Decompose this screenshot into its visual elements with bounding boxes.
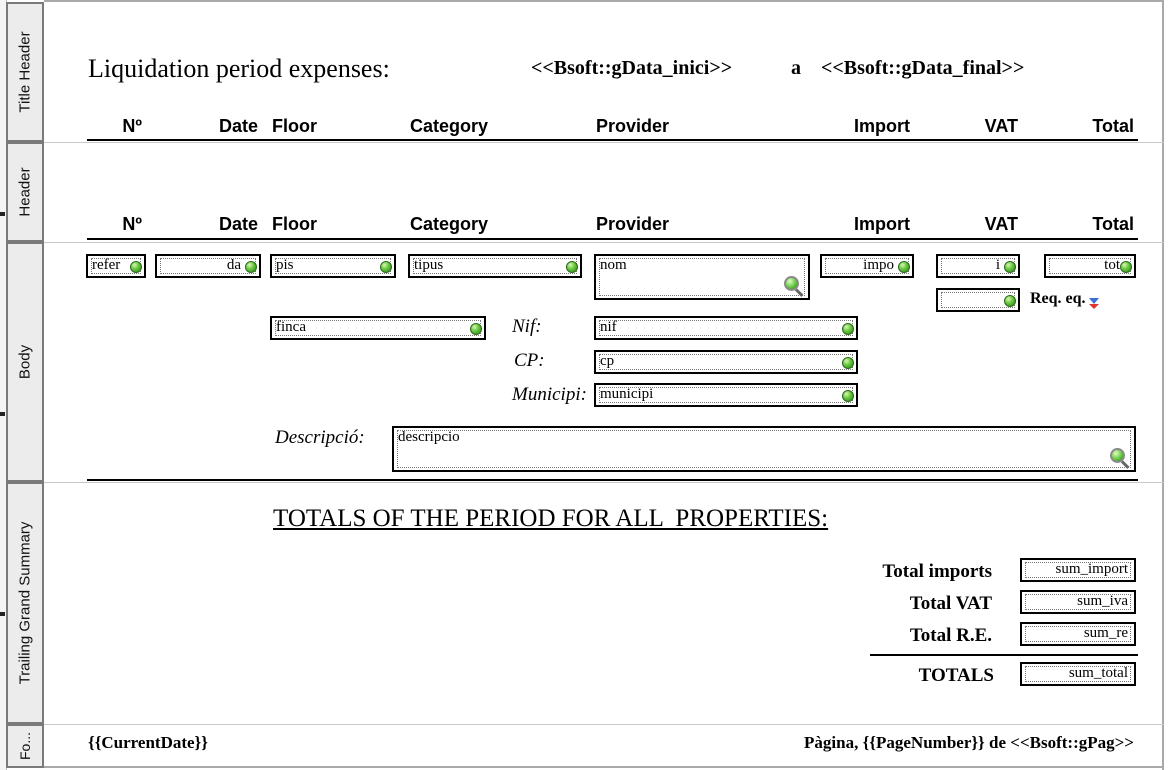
field-tipus[interactable] [408, 254, 582, 278]
field-text: sum_iva [1077, 593, 1128, 609]
field-sum-total[interactable] [1020, 662, 1136, 686]
field-sum-iva[interactable] [1020, 590, 1136, 614]
part-title-header[interactable] [6, 2, 44, 142]
field-indicator-icon [1120, 261, 1132, 273]
part-body[interactable] [6, 242, 44, 482]
part-separator [44, 142, 1164, 143]
field-text: tot [1104, 257, 1120, 273]
field-text: sum_total [1068, 665, 1128, 681]
col-header-total: Total [1092, 214, 1134, 234]
field-indicator-icon [842, 390, 854, 402]
label-cp: CP: [514, 350, 545, 371]
label-totals: TOTALS [918, 665, 994, 686]
field-text: impo [863, 257, 894, 273]
footer-current-date[interactable]: {{CurrentDate}} [88, 733, 208, 752]
col-header-provider: Provider [596, 116, 670, 136]
field-nom[interactable] [594, 254, 810, 300]
field-finca[interactable] [270, 316, 486, 340]
field-municipi[interactable] [594, 383, 858, 407]
range-separator: a [791, 57, 801, 79]
magnifier-icon [1110, 448, 1130, 468]
col-header-provider: Provider [596, 214, 670, 234]
field-pis[interactable] [270, 254, 396, 278]
field-text: descripcio [398, 429, 460, 445]
field-indicator-icon [842, 323, 854, 335]
footer-page-number[interactable]: Pàgina, {{PageNumber}} de <<Bsoft::gPag>> [804, 733, 1134, 752]
col-header-date: Date [218, 214, 258, 234]
field-descripcio[interactable] [392, 426, 1136, 472]
header-rule [87, 238, 1138, 240]
field-text: municipi [600, 386, 654, 402]
ruler-tick [0, 412, 5, 416]
merge-field-icon [1087, 296, 1101, 310]
part-header[interactable] [6, 142, 44, 242]
part-separator [44, 724, 1164, 725]
ruler-tick [0, 612, 5, 616]
field-text: refer [92, 257, 121, 273]
label-total-re: Total R.E. [909, 625, 992, 646]
field-text: da [226, 257, 241, 273]
field-text: finca [276, 319, 306, 335]
layout-bottom-edge [44, 766, 1164, 768]
field-cp[interactable] [594, 350, 858, 374]
part-label: Header [16, 167, 34, 217]
field-indicator-icon [470, 323, 482, 335]
part-footer[interactable] [6, 724, 44, 768]
label-municipi: Municipi: [512, 384, 587, 405]
part-trailing-grand-summary[interactable] [6, 482, 44, 724]
field-sum-import[interactable] [1020, 558, 1136, 582]
field-iva[interactable] [936, 254, 1020, 278]
range-end-field[interactable]: <<Bsoft::gData_final>> [821, 57, 1025, 79]
field-indicator-icon [380, 261, 392, 273]
col-header-floor: Floor [272, 214, 317, 234]
range-start-field[interactable]: <<Bsoft::gData_inici>> [531, 57, 733, 79]
report-title: Liquidation period expenses: [88, 54, 390, 83]
summary-title: TOTALS OF THE PERIOD FOR ALL PROPERTIES: [273, 505, 829, 532]
label-req-eq: Req. eq. [1030, 290, 1086, 307]
field-text: nif [600, 319, 617, 335]
magnifier-icon [784, 276, 804, 296]
field-text: i [995, 257, 1000, 273]
field-nif[interactable] [594, 316, 858, 340]
field-referencia[interactable] [86, 254, 146, 278]
part-label: Trailing Grand Summary [16, 521, 34, 685]
totals-rule [870, 654, 1138, 656]
field-text: sum_re [1083, 625, 1128, 641]
ruler-tick [0, 212, 5, 216]
part-separator [44, 482, 1164, 483]
field-indicator-icon [898, 261, 910, 273]
col-header-number: Nº [122, 214, 142, 234]
field-indicator-icon [130, 261, 142, 273]
field-indicator-icon [1004, 261, 1016, 273]
header-rule [87, 139, 1138, 141]
body-rule [87, 479, 1138, 481]
col-header-date: Date [218, 116, 258, 136]
field-indicator-icon [842, 357, 854, 369]
label-total-vat: Total VAT [909, 593, 992, 614]
col-header-vat: VAT [984, 116, 1018, 136]
field-req-eq[interactable] [936, 288, 1020, 312]
label-descripcio: Descripció: [275, 427, 365, 448]
part-label: Body [16, 344, 34, 380]
field-text: nom [600, 257, 627, 273]
field-indicator-icon [566, 261, 578, 273]
layout-top-edge [44, 0, 1164, 2]
label-nif: Nif: [512, 316, 542, 337]
col-header-vat: VAT [984, 214, 1018, 234]
col-header-category: Category [410, 116, 489, 136]
layout-right-edge [1162, 0, 1164, 770]
field-import[interactable] [820, 254, 914, 278]
col-header-category: Category [410, 214, 489, 234]
col-header-import: Import [854, 214, 910, 234]
col-header-import: Import [854, 116, 910, 136]
part-separator [44, 242, 1164, 243]
part-label: Fo... [17, 731, 33, 761]
part-label: Title Header [16, 31, 34, 113]
field-text: tipus [414, 257, 444, 273]
field-indicator-icon [245, 261, 257, 273]
field-total[interactable] [1044, 254, 1136, 278]
field-text: pis [276, 257, 294, 273]
field-text: cp [600, 353, 615, 369]
field-text: sum_import [1055, 561, 1128, 577]
label-total-imports: Total imports [882, 561, 992, 582]
col-header-total: Total [1092, 116, 1134, 136]
field-indicator-icon [1004, 295, 1016, 307]
field-sum-re[interactable] [1020, 622, 1136, 646]
col-header-floor: Floor [272, 116, 317, 136]
field-data[interactable] [155, 254, 261, 278]
col-header-number: Nº [122, 116, 142, 136]
